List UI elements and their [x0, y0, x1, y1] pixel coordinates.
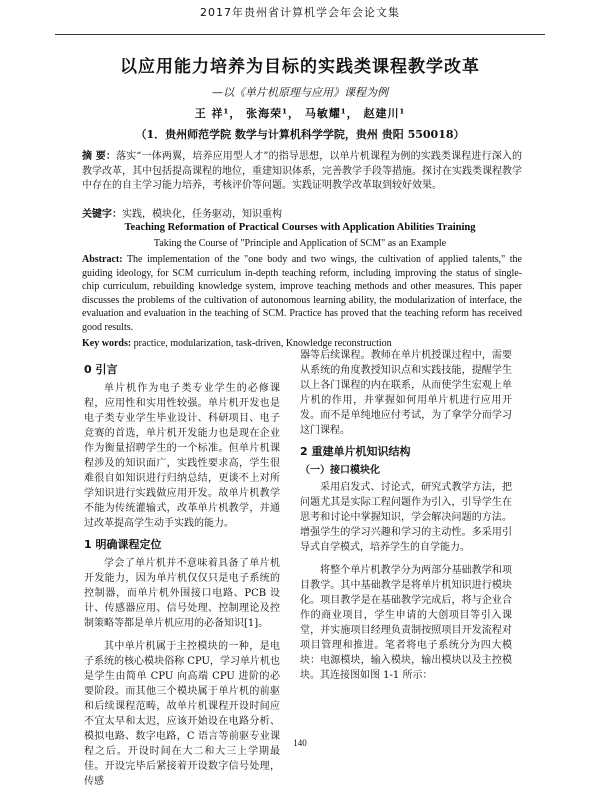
paper-affiliation: （1．贵州师范学院 数学与计算机科学学院，贵州 贵阳 550018） — [135, 128, 465, 141]
keywords-zh — [82, 208, 522, 223]
keywords-zh-label: 关键字： — [82, 209, 122, 220]
section-1-paragraph-1: 学会了单片机并不意味着具备了单片机开发能力，因为单片机仅仅只是电子系统的控制器，而单片机外围接口电路、PCB 设计、传感器应用、信号处理、控制理论及控制策略等都是单片机应用的必备知识[1]。 — [84, 558, 280, 629]
page-number: 140 — [293, 738, 307, 748]
header-rule — [55, 34, 545, 35]
section-0-paragraph: 单片机作为电子类专业学生的必修课程，应用性和实用性较强。单片机开发也是电子类专业学生毕业设计、科研项目、电子竞赛的首选，单片机开发能力也是现在企业作为衡量招聘学生的一个标准。但单片机课程涉及的知识面广，实践性要求高，学生很难很自如知识进行归纳总结，更谈不上对所学知识进行实践做应用开发。故单片机教学不能为传统灌输式，改革单片机教学，并通过改革提高学生动手实践的能力。 — [84, 383, 280, 529]
section-2-heading: 2 重建单片机知识结构 — [300, 445, 411, 458]
section-2-1-paragraph-1: 采用启发式、讨论式，研究式教学方法，把问题尤其是实际工程问题作为引入，引导学生在思考和讨论中掌握知识，学会解决问题的方法。增强学生的学习兴趣和学习的主动性。多采用引导式自学模式，培养学生的自学能力。 — [300, 482, 512, 553]
abstract-en — [82, 253, 522, 335]
keywords-en-label: Key words: — [82, 338, 132, 349]
abstract-zh — [82, 150, 522, 194]
paper-title: 以应用能力培养为目标的实践类课程教学改革 — [120, 57, 480, 77]
section-2-1-heading: （一）接口模块化 — [300, 465, 380, 476]
left-column — [84, 356, 280, 789]
paper-subtitle: —以《单片机原理与应用》课程为例 — [212, 86, 388, 99]
proceedings-header: 2017年贵州省计算机学会年会论文集 — [200, 6, 400, 19]
abstract-zh-label: 摘 要： — [82, 151, 117, 162]
section-0-heading: 0 引言 — [84, 363, 118, 376]
right-column — [300, 348, 512, 683]
keywords-zh-text: 实践，模块化，任务驱动，知识重构 — [122, 209, 282, 220]
abstract-zh-text: 落实“一体两翼，培养应用型人才”的指导思想，以单片机课程为例的实践类课程进行深入的教学改革，其中包括提高课程的地位，重建知识体系，完善教学手段等措施。探讨在实践类课程教学中存在的自主学习能力培养，考核评价等问题。实践证明教学改革取到较好效果。 — [82, 151, 522, 191]
keywords-en-text: practice, modularization, task-driven, Knowledge reconstruction — [133, 338, 392, 349]
abstract-en-text: The implementation of the "one body and two wings, the cultivation of applied talents," the guiding ideology, for SCM curriculum in-depth teaching reform, including improving the status of single-chip curriculum, rebuilding knowledge system, improve teaching methods and other measures. This paper discusses the problems of the cultivation of autonomous learning ability, the modularization of interface, the evaluation and evaluation in the teaching of SCM. Practice has proved that the teaching reform has received good results. — [82, 254, 522, 333]
english-subtitle: Taking the Course of "Principle and Application of SCM" as an Example — [153, 238, 447, 249]
section-2-1-paragraph-2: 将整个单片机教学分为两部分基础教学和项目教学。其中基础教学是将单片机知识进行模块化。项目教学是在基础教学完成后，将与企业合作的商业项目，学生申请的大创项目等引入课堂，并实施项目经理负责制按照项目开发流程对项目管理和推进。笔者将电子系统分为四大模块：电源模块，输入模块，输出模块以及主控模块。其连接图如图 1-1 所示： — [300, 565, 512, 681]
english-title: Teaching Reformation of Practical Courses with Application Abilities Training — [124, 222, 476, 233]
abstract-en-label: Abstract: — [82, 254, 123, 265]
section-1-heading: 1 明确课程定位 — [84, 538, 162, 551]
paper-authors: 王 祥¹， 张海荣¹， 马敏耀¹， 赵建川¹ — [194, 107, 406, 120]
section-1-paragraph-2: 其中单片机属于主控模块的一种，是电子系统的核心模块俗称 CPU，学习单片机也是学生由简单 CPU 向高端 CPU 进阶的必要阶段。而其他三个模块属于单片机的前驱和后续课程范畴，故单片机课程开设时间应不宜太早和太迟，应该开始设在电路分析、模拟电路、数字电路，C 语言等前驱专业课程之后。开设时间在大二和大三上学期最佳。开设完毕后紧接着开设数字信号处理，传感 — [84, 641, 280, 787]
section-1-paragraph-continued: 器等后续课程。教师在单片机授课过程中，需要从系统的角度教授知识点和实践技能，提醒学生以上各门课程的内在联系，从而使学生宏观上单片机的作用，并掌握如何用单片机进行应用开发。而不是单纯地应付考试，为了拿学分而学习这门课程。 — [300, 350, 512, 436]
